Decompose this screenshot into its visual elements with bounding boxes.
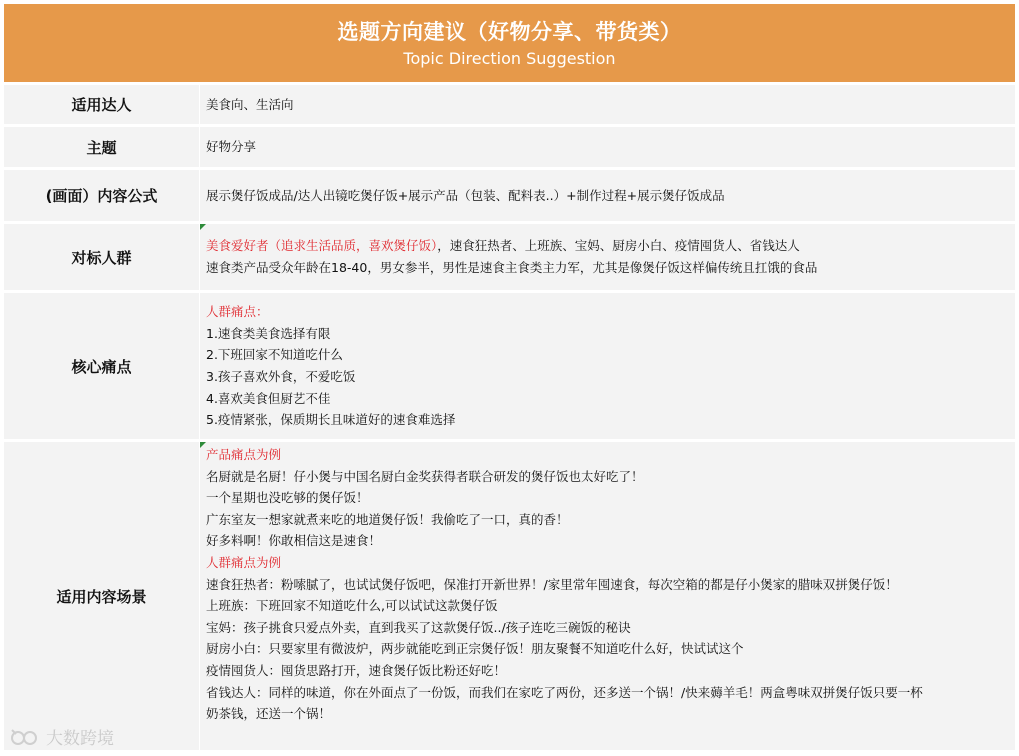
scene-line: 上班族：下班回家不知道吃什么,可以试试这款煲仔饭 (206, 598, 498, 614)
row-content (200, 85, 1015, 124)
scene-line: 省钱达人：同样的味道，你在外面点了一份饭，而我们在家吃了两份，还多送一个锅！/快来薅羊毛！两盒粤味双拼煲仔饭只要一杯 (206, 684, 923, 700)
theme-text: 好物分享 (206, 139, 257, 155)
row-talent (4, 85, 1015, 124)
pain-item: 5.疫情紧张，保质期长且味道好的速食难选择 (206, 412, 456, 428)
audience-line-1 (206, 235, 1009, 257)
scene-heading-product: 产品痛点为例 (206, 447, 282, 462)
watermark (10, 724, 114, 749)
pain-item: 3.孩子喜欢外食，不爱吃饭 (206, 369, 356, 384)
scene-line: 速食狂热者：粉嗦腻了，也试试煲仔饭吧，保准打开新世界！/家里常年囤速食，每次空箱的都是仔小煲家的腊味双拼煲仔饭！ (206, 576, 898, 592)
scene-line: 奶茶钱，还送一个锅！ (206, 706, 332, 722)
scene-heading-crowd: 人群痛点为例 (206, 554, 282, 570)
watermark-text: 大数跨境 (46, 729, 114, 749)
comment-marker-icon (200, 442, 206, 448)
row-label: 对标人群 (4, 224, 200, 290)
page-title: 选题方向建议（好物分享、带货类） (337, 20, 682, 44)
scene-line: 疫情囤货人：囤货思路打开，速食煲仔饭比粉还好吃！ (206, 662, 507, 678)
talent-text: 美食向、生活向 (206, 96, 294, 112)
row-formula (4, 170, 1015, 221)
row-label: (画面）内容公式 (4, 170, 200, 221)
watermark-logo-icon (10, 726, 40, 748)
scene-line: 广东室友一想家就煮来吃的地道煲仔饭！我偷吃了一口，真的香！ (206, 511, 569, 527)
audience-rest: ，速食狂热者、上班族、宝妈、厨房小白、疫情囤货人、省钱达人 (437, 238, 800, 254)
row-label: 核心痛点 (4, 293, 200, 439)
row-label: 主题 (4, 127, 200, 167)
row-label: 适用达人 (4, 85, 200, 124)
pain-heading: 人群痛点： (206, 304, 269, 320)
scene-line: 宝妈：孩子挑食只爱点外卖，直到我买了这款煲仔饭../孩子连吃三碗饭的秘诀 (206, 619, 631, 635)
scene-line: 好多料啊！你敢相信这是速食！ (206, 533, 382, 549)
row-content-scenes (4, 442, 1015, 750)
comment-marker-icon (200, 224, 206, 230)
row-content (200, 442, 1015, 750)
scene-line: 厨房小白：只要家里有微波炉，两步就能吃到正宗煲仔饭！朋友聚餐不知道吃什么好，快试试这个 (206, 641, 744, 657)
row-pain-points (4, 293, 1015, 439)
scene-line: 名厨就是名厨！仔小煲与中国名厨白金奖获得者联合研发的煲仔饭也太好吃了！ (206, 468, 644, 484)
pain-item: 4.喜欢美食但厨艺不佳 (206, 390, 331, 406)
row-audience (4, 224, 1015, 290)
row-content (200, 170, 1015, 221)
scene-line: 一个星期也没吃够的煲仔饭！ (206, 490, 369, 506)
row-content (200, 293, 1015, 439)
row-content (200, 127, 1015, 167)
row-label: 适用内容场景 (4, 442, 200, 750)
row-content (200, 224, 1015, 290)
pain-item: 1.速食类美食选择有限 (206, 325, 331, 341)
formula-text: 展示煲仔饭成品/达人出镜吃煲仔饭+展示产品（包装、配料表..）+制作过程+展示煲仔饭成品 (206, 187, 725, 203)
pain-item: 2.下班回家不知道吃什么 (206, 347, 343, 363)
audience-highlight: 美食爱好者（追求生活品质，喜欢煲仔饭） (206, 238, 438, 254)
header-banner (4, 4, 1015, 82)
page-subtitle: Topic Direction Suggestion (403, 49, 616, 68)
row-theme (4, 127, 1015, 167)
audience-line-2: 速食类产品受众年龄在18-40，男女参半，男性是速食主食类主力军，尤其是像煲仔饭这样偏传统且扛饿的食品 (206, 260, 818, 275)
